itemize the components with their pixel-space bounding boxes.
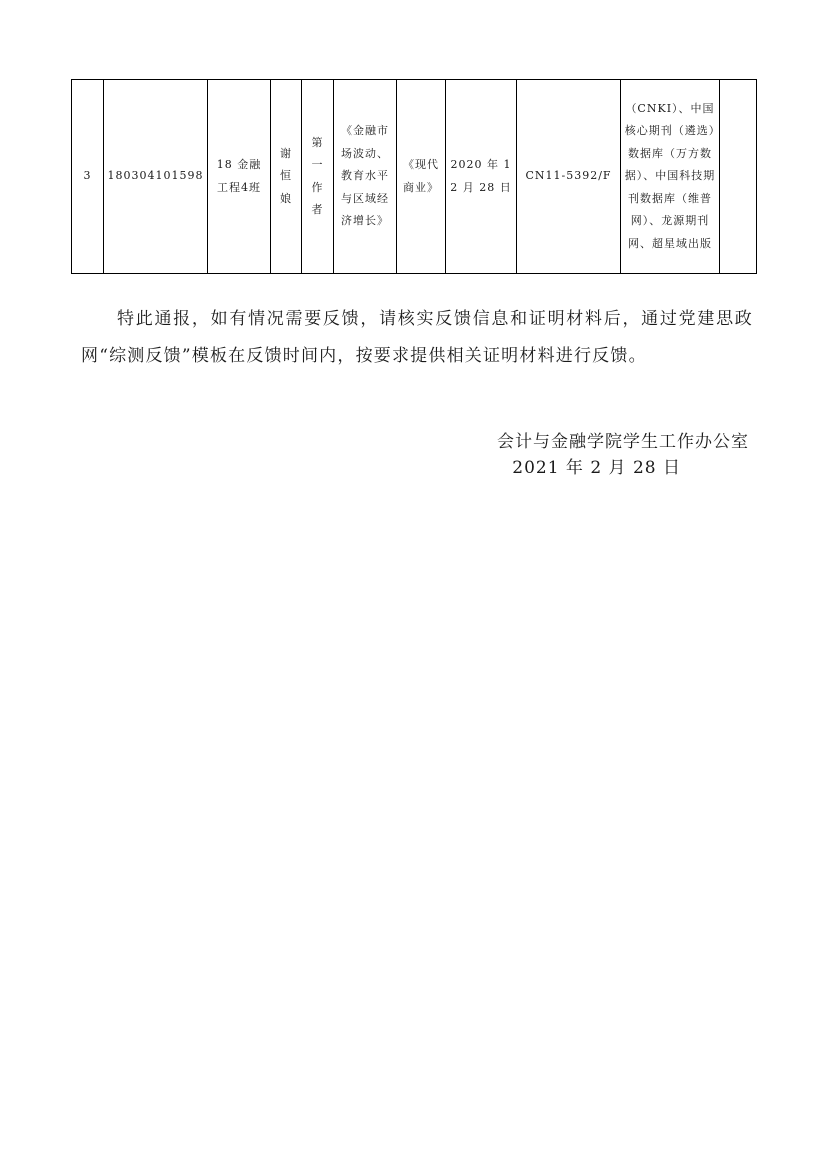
table-row bbox=[72, 80, 757, 274]
student-name: 谢恒娘 bbox=[271, 80, 302, 274]
row-index: 3 bbox=[72, 80, 104, 274]
award-table bbox=[71, 79, 757, 274]
remark-cell bbox=[720, 80, 757, 274]
paper-title: 《金融市场波动、教育水平与区域经济增长》 bbox=[334, 80, 397, 274]
publish-date: 2020 年 12 月 28 日 bbox=[446, 80, 517, 274]
class-name: 18 金融工程4班 bbox=[208, 80, 271, 274]
signature-date: 2021 年 2 月 28 日 bbox=[512, 458, 681, 478]
notice-paragraph: 特此通报，如有情况需要反馈，请核实反馈信息和证明材料后，通过党建思政网“综测反馈”模板在反馈时间内，按要求提供相关证明材料进行反馈。 bbox=[81, 309, 753, 366]
journal-name: 《现代商业》 bbox=[397, 80, 446, 274]
award-table-container bbox=[71, 79, 756, 274]
issn-code: CN11-5392/F bbox=[517, 80, 621, 274]
author-rank: 第一作者 bbox=[302, 80, 334, 274]
student-id: 180304101598 bbox=[104, 80, 208, 274]
signature-office: 会计与金融学院学生工作办公室 bbox=[497, 432, 749, 452]
indexed-databases: （CNKI）、中国核心期刊（遴选）数据库（万方数据）、中国科技期刊数据库（维普网）、龙源期刊网、超星域出版 bbox=[621, 80, 720, 274]
